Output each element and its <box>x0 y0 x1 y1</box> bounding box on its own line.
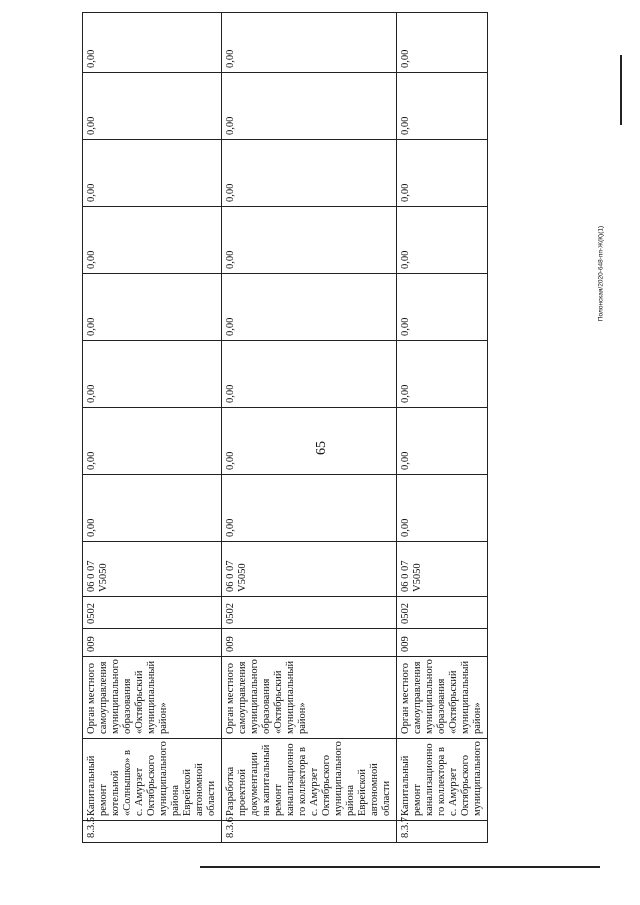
target-article-cell: 06 0 07 V5050 <box>83 542 222 597</box>
value-cell: 0,00 <box>83 140 222 207</box>
executor-cell: Орган местного самоуправления муниципального образования «Октябрьский муниципальный район» <box>397 657 488 739</box>
row-id-cell: 8.3.7 <box>397 821 488 843</box>
target-article-cell: 06 0 07 V5050 <box>222 542 397 597</box>
value-cell: 0,00 <box>222 274 397 341</box>
measure-name-cell: Капитальный ремонт котельной «Солнышко» в с. Амурзет Октябрьского муниципального района Еврейской автономной области <box>83 739 222 821</box>
value-cell: 0,00 <box>397 274 488 341</box>
value-cell: 0,00 <box>222 140 397 207</box>
row-id-cell: 8.3.5 <box>83 821 222 843</box>
value-cell: 0,00 <box>83 475 222 542</box>
section-code-cell: 0502 <box>83 597 222 629</box>
value-cell: 0,00 <box>222 73 397 140</box>
grbs-code-cell: 009 <box>397 629 488 657</box>
section-code-cell: 0502 <box>222 597 397 629</box>
document-code-text: Полонская/2020-648-пп-Ж(К)(1) <box>597 225 605 322</box>
grbs-code-cell: 009 <box>83 629 222 657</box>
value-cell: 0,00 <box>222 475 397 542</box>
scan-bottom-line <box>200 866 600 868</box>
table-row <box>222 13 397 843</box>
value-cell: 0,00 <box>222 207 397 274</box>
budget-table <box>82 12 488 843</box>
value-cell: 0,00 <box>83 408 222 475</box>
value-cell: 0,00 <box>222 341 397 408</box>
measure-name-cell: Разработка проектной документации на капитальный ремонт канализационно го коллектора в с. Амурзет Октябрьского муниципального района Еврейской автономной области <box>222 739 397 821</box>
value-cell: 0,00 <box>397 207 488 274</box>
row-id-cell: 8.3.6 <box>222 821 397 843</box>
document-code <box>596 110 608 440</box>
table-row <box>83 13 222 843</box>
table-row <box>397 13 488 843</box>
section-code-cell: 0502 <box>397 597 488 629</box>
value-cell: 0,00 <box>397 13 488 73</box>
value-cell: 0,00 <box>397 475 488 542</box>
scan-edge-mark <box>620 55 622 125</box>
executor-cell: Орган местного самоуправления муниципального образования «Октябрьский муниципальный район» <box>83 657 222 739</box>
value-cell: 0,00 <box>397 73 488 140</box>
value-cell: 0,00 <box>222 13 397 73</box>
measure-name-cell: Капитальный ремонт канализационно го коллектора в с. Амурзет Октябрьского муниципального <box>397 739 488 821</box>
grbs-code-cell: 009 <box>222 629 397 657</box>
page-number: 65 <box>314 441 329 455</box>
executor-cell: Орган местного самоуправления муниципального образования «Октябрьский муниципальный район» <box>222 657 397 739</box>
value-cell: 0,00 <box>83 73 222 140</box>
value-cell: 0,00 <box>83 341 222 408</box>
value-cell: 0,00 <box>222 408 397 475</box>
value-cell: 0,00 <box>397 341 488 408</box>
value-cell: 0,00 <box>397 408 488 475</box>
target-article-cell: 06 0 07 V5050 <box>397 542 488 597</box>
value-cell: 0,00 <box>83 274 222 341</box>
value-cell: 0,00 <box>83 13 222 73</box>
value-cell: 0,00 <box>397 140 488 207</box>
value-cell: 0,00 <box>83 207 222 274</box>
